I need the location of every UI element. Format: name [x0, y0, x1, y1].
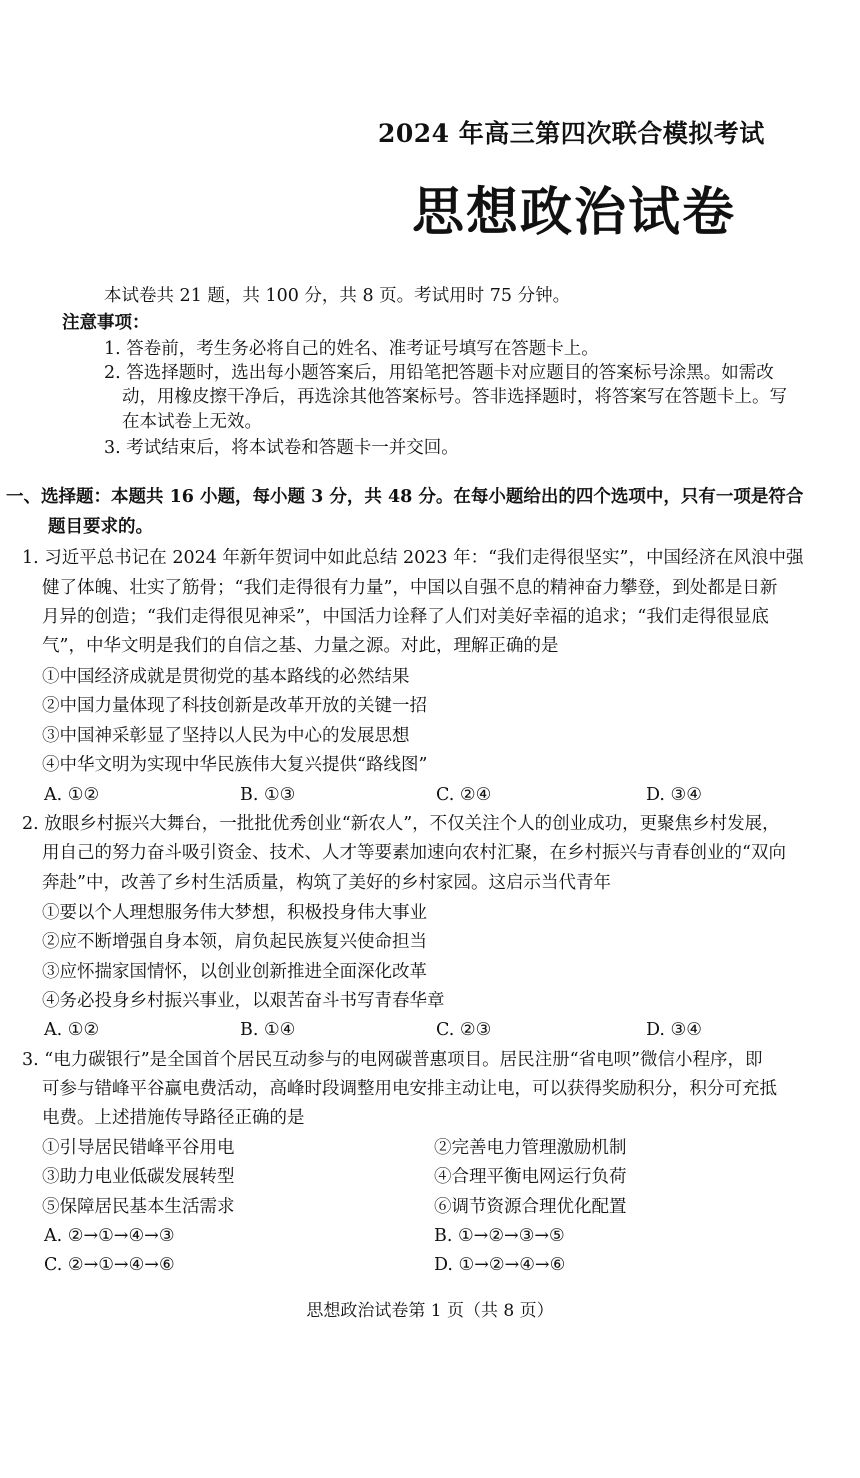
notes-heading: 注意事项：	[62, 313, 150, 333]
q2-statement-1: ①要以个人理想服务伟大梦想，积极投身伟大事业	[42, 903, 427, 923]
q2-statement-3: ③应怀揣家国情怀，以创业创新推进全面深化改革	[42, 962, 427, 982]
q3-statement-1: ①引导居民错峰平谷用电	[42, 1138, 235, 1158]
q1-statement-1: ①中国经济成就是贯彻党的基本路线的必然结果	[42, 667, 410, 687]
note-item-1: 1. 答卷前，考生务必将自己的姓名、准考证号填写在答题卡上。	[104, 339, 599, 359]
q2-option-b: B. ①④	[240, 1020, 296, 1040]
intro-text: 本试卷共 21 题，共 100 分，共 8 页。考试用时 75 分钟。	[104, 286, 571, 306]
q3-statement-3: ③助力电业低碳发展转型	[42, 1167, 235, 1187]
q1-stem-line4: 气”，中华文明是我们的自信之基、力量之源。对此，理解正确的是	[42, 636, 559, 656]
q1-statement-3: ③中国神采彰显了坚持以人民为中心的发展思想	[42, 726, 410, 746]
q2-statement-2: ②应不断增强自身本领，肩负起民族复兴使命担当	[42, 932, 427, 952]
q1-statement-4: ④中华文明为实现中华民族伟大复兴提供“路线图”	[42, 755, 428, 775]
exam-subtitle: 2024 年高三第四次联合模拟考试	[378, 119, 765, 148]
section-heading-line2: 题目要求的。	[48, 517, 153, 537]
q2-option-a: A. ①②	[44, 1020, 100, 1040]
q1-option-a: A. ①②	[44, 785, 100, 805]
q2-stem-line2: 用自己的努力奋斗吸引资金、技术、人才等要素加速向农村汇聚，在乡村振兴与青春创业的“双向	[42, 843, 786, 863]
note-item-2-line1: 2. 答选择题时，选出每小题答案后，用铅笔把答题卡对应题目的答案标号涂黑。如需改	[104, 363, 774, 383]
note-item-2-line2: 动，用橡皮擦干净后，再选涂其他答案标号。答非选择题时，将答案写在答题卡上。写	[122, 387, 787, 407]
note-item-3: 3. 考试结束后，将本试卷和答题卡一并交回。	[104, 438, 459, 458]
q2-option-c: C. ②③	[436, 1020, 492, 1040]
q3-option-a: A. ②→①→④→③	[44, 1226, 175, 1246]
q3-option-d: D. ①→②→④→⑥	[434, 1255, 566, 1275]
q1-stem-line3: 月异的创造；“我们走得很见神采”，中国活力诠释了人们对美好幸福的追求；“我们走得很显底	[42, 607, 769, 627]
q1-statement-2: ②中国力量体现了科技创新是改革开放的关键一招	[42, 696, 427, 716]
q3-statement-5: ⑤保障居民基本生活需求	[42, 1197, 235, 1217]
q3-option-b: B. ①→②→③→⑤	[434, 1226, 565, 1246]
section-heading-line1: 一、选择题：本题共 16 小题，每小题 3 分，共 48 分。在每小题给出的四个选项中，只有一项是符合	[6, 487, 804, 507]
q2-stem-line3: 奔赴”中，改善了乡村生活质量，构筑了美好的乡村家园。这启示当代青年	[42, 873, 611, 893]
q2-stem-line1: 2. 放眼乡村振兴大舞台，一批批优秀创业“新农人”，不仅关注个人的创业成功，更聚焦乡村发展，	[22, 814, 780, 834]
page-footer: 思想政治试卷第 1 页（共 8 页）	[306, 1301, 554, 1321]
q3-statement-4: ④合理平衡电网运行负荷	[434, 1167, 627, 1187]
q1-stem-line1: 1. 习近平总书记在 2024 年新年贺词中如此总结 2023 年：“我们走得很坚实”，中国经济在风浪中强	[22, 548, 804, 568]
q1-option-c: C. ②④	[436, 785, 492, 805]
q1-option-b: B. ①③	[240, 785, 296, 805]
q3-statement-2: ②完善电力管理激励机制	[434, 1138, 627, 1158]
exam-title: 思想政治试卷	[412, 182, 737, 243]
q3-stem-line1: 3. “电力碳银行”是全国首个居民互动参与的电网碳普惠项目。居民注册“省电呗”微信小程序，即	[22, 1050, 763, 1070]
q2-statement-4: ④务必投身乡村振兴事业，以艰苦奋斗书写青春华章	[42, 991, 445, 1011]
q3-stem-line3: 电费。上述措施传导路径正确的是	[42, 1108, 305, 1128]
q1-stem-line2: 健了体魄、壮实了筋骨；“我们走得很有力量”，中国以自强不息的精神奋力攀登，到处都是日新	[42, 578, 778, 598]
note-item-2-line3: 在本试卷上无效。	[122, 412, 262, 432]
q3-statement-6: ⑥调节资源合理优化配置	[434, 1197, 627, 1217]
q3-option-c: C. ②→①→④→⑥	[44, 1255, 175, 1275]
q1-option-d: D. ③④	[646, 785, 702, 805]
q3-stem-line2: 可参与错峰平谷赢电费活动，高峰时段调整用电安排主动让电，可以获得奖励积分，积分可充抵	[42, 1079, 777, 1099]
q2-option-d: D. ③④	[646, 1020, 702, 1040]
